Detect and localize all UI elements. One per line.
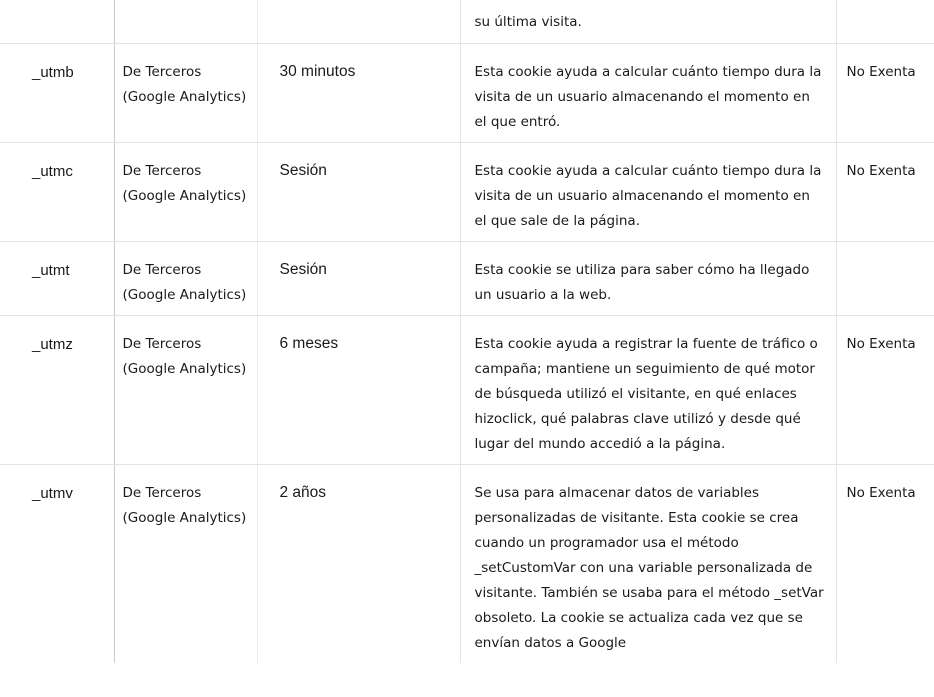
- cookie-duration: Sesión: [257, 242, 460, 316]
- table-row-continued: [0, 0, 934, 44]
- cookie-owner-cell: [114, 316, 257, 465]
- cookie-description: Esta cookie ayuda a calcular cuánto tiempo dura la visita de un usuario almacenando el momento en el que sale de la página.: [474, 163, 822, 229]
- cookie-description: su última visita.: [474, 14, 582, 30]
- cookie-description: Esta cookie se utiliza para saber cómo ha llegado un usuario a la web.: [474, 262, 810, 303]
- cookie-name-cell: [0, 0, 114, 44]
- cookie-owner-cell: [114, 0, 257, 44]
- cookie-name: _utmc: [0, 143, 114, 242]
- cookie-description-cell: [460, 143, 836, 242]
- cookie-name: _utmt: [0, 242, 114, 316]
- cookie-duration: 6 meses: [257, 316, 460, 465]
- cookie-exemption: No Exenta: [836, 465, 934, 664]
- cookie-description-cell: [460, 0, 836, 44]
- cookie-owner: De Terceros (Google Analytics): [122, 262, 247, 303]
- cookie-owner-cell: [114, 143, 257, 242]
- cookie-name: _utmv: [32, 485, 73, 502]
- cookie-owner-cell: [114, 242, 257, 316]
- cookie-duration-cell: [257, 0, 460, 44]
- cookie-exemption: No Exenta: [836, 143, 934, 242]
- cookie-owner: De Terceros (Google Analytics): [122, 64, 247, 105]
- cookie-description-cell: [460, 242, 836, 316]
- cookie-description: Se usa para almacenar datos de variables personalizadas de visitante. Esta cookie se crea cuando un programador usa el método _setCustomVar con una variable personalizada de visitante. También se usaba para el método _setVar obsoleto. La cookie se actualiza cada vez que se envían datos a Google: [474, 485, 824, 651]
- table-row: [0, 143, 934, 242]
- cookie-name: _utmb: [0, 44, 114, 143]
- cookie-duration: Sesión: [257, 143, 460, 242]
- cookie-owner: De Terceros (Google Analytics): [122, 163, 247, 204]
- cookie-description: Esta cookie ayuda a calcular cuánto tiempo dura la visita de un usuario almacenando el momento en el que entró.: [474, 64, 822, 130]
- table-row: [0, 465, 934, 664]
- table-row: [0, 242, 934, 316]
- cookie-description-cell: [460, 465, 836, 664]
- cookie-exemption: [836, 242, 934, 316]
- table-row: [0, 316, 934, 465]
- cookie-description-cell: [460, 44, 836, 143]
- table-row: [0, 44, 934, 143]
- cookie-owner: De Terceros (Google Analytics): [122, 485, 247, 526]
- cookie-owner: De Terceros (Google Analytics): [122, 336, 247, 377]
- cookie-owner-cell: [114, 44, 257, 143]
- cookie-description: Esta cookie ayuda a registrar la fuente de tráfico o campaña; mantiene un seguimiento de qué motor de búsqueda utilizó el visitante, en qué enlaces hizoclick, qué palabras clave utilizó y desde qué lugar del mundo accedió a la página.: [474, 336, 818, 452]
- cookie-exemption-cell: [836, 0, 934, 44]
- cookie-description-cell: [460, 316, 836, 465]
- cookie-owner-cell: [114, 465, 257, 664]
- cookie-exemption: No Exenta: [836, 44, 934, 143]
- cookie-duration: 30 minutos: [257, 44, 460, 143]
- cookie-name: _utmz: [0, 316, 114, 465]
- cookie-exemption: No Exenta: [836, 316, 934, 465]
- cookie-duration: 2 años: [257, 465, 460, 664]
